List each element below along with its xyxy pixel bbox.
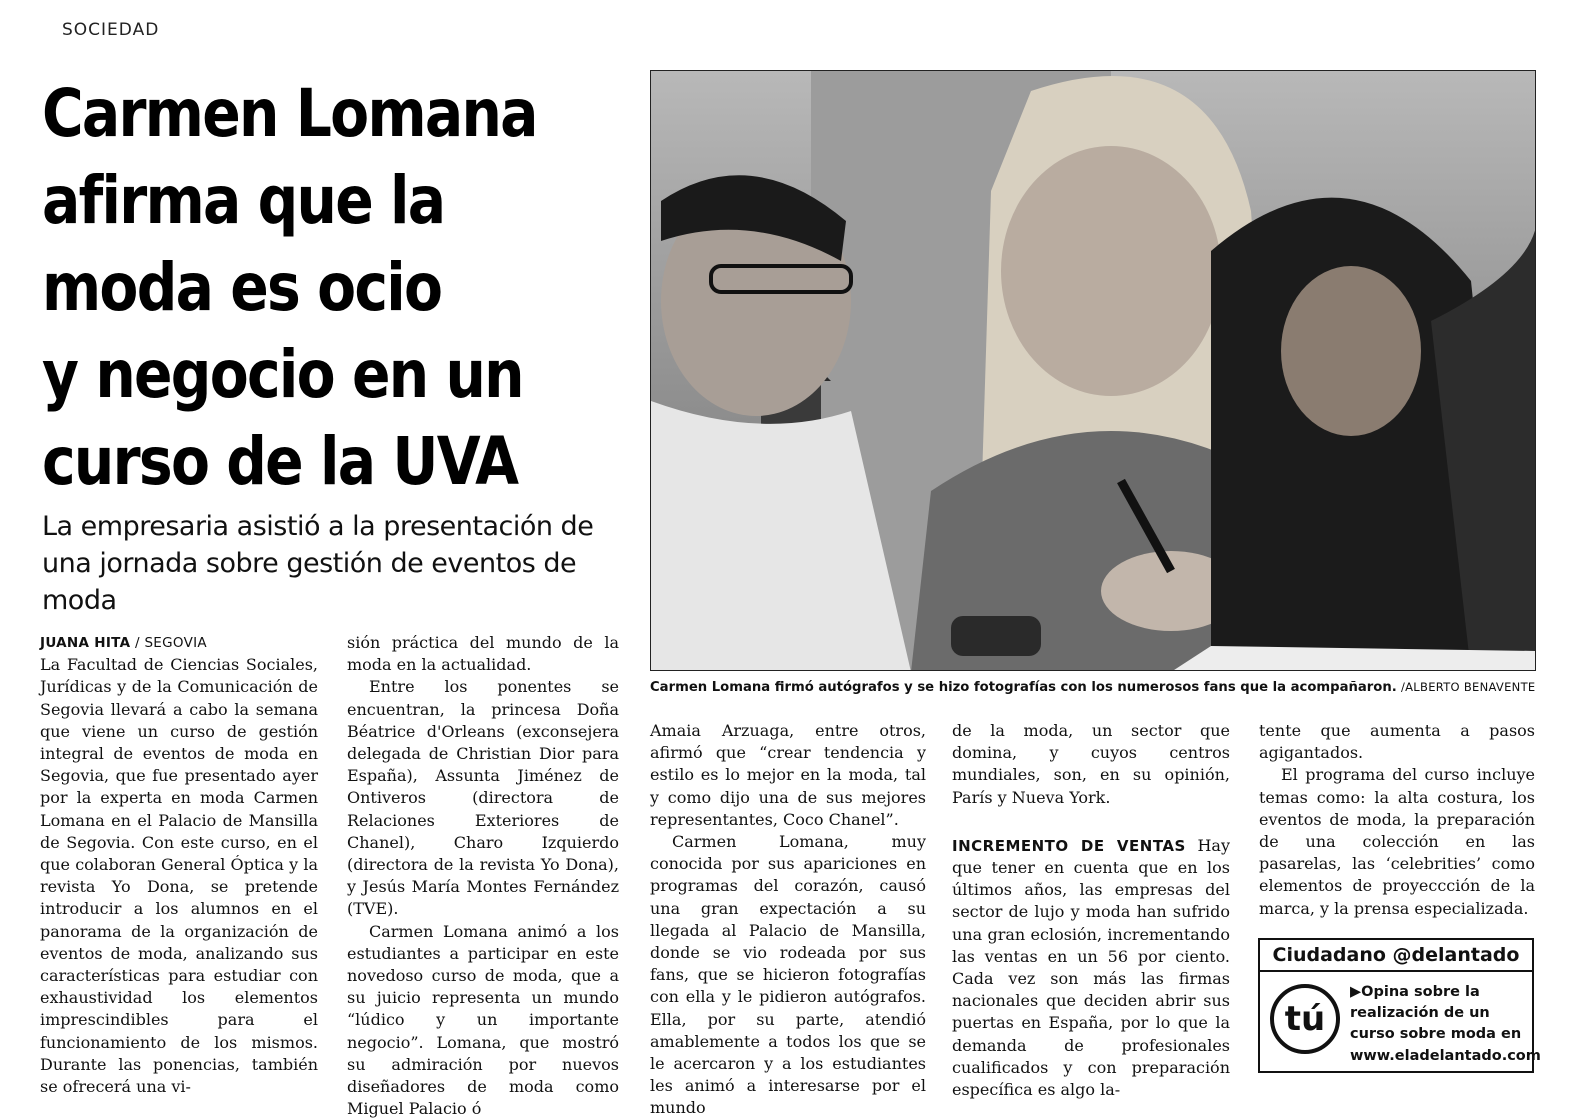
author: JUANA HITA [40,635,131,651]
subheadline: La empresaria asistió a la presentación de una jornada sobre gestión de eventos de moda [42,511,594,616]
photo-illustration [651,71,1536,671]
column-4 [952,720,1230,1101]
paragraph: tente que aumenta a pasos agigantados. [1259,721,1535,763]
headline-line: Carmen Lomana [42,75,537,152]
section-subtitle: INCREMENTO DE VENTAS [952,836,1186,855]
ciudadano-text: ▶Opina sobre la realización de un curso sobre moda en [1350,984,1522,1042]
tu-logo-icon [1268,982,1342,1056]
tu-logo-text: tú [1284,999,1326,1039]
paragraph: Carmen Lomana, muy conocida por sus apariciones en programas del corazón, causó una gran expectación a su llegada al Palacio de Mansilla, donde se vio rodeada por sus fans, que se hicieron fotografías con ella y le pidieron autógrafos. Ella, por su parte, atendió amablemente a todos los que se le acercaron y a los estudiantes les animó a interesarse por el mundo [650,832,926,1118]
caption-text: Carmen Lomana firmó autógrafos y se hizo fotografías con los numerosos fans que la acompañaron. [650,680,1397,695]
headline-line: afirma que la [42,162,445,239]
paragraph-with-subtitle [952,835,1230,1101]
paragraph-text: Hay que tener en cuenta que en los últimos años, las empresas del sector de lujo y moda han sufrido una gran eclosión, incrementando las ventas en un 56 por ciento. Cada vez son más las firmas nacionales que deciden abrir sus puertas en España, por lo que la demanda de profesionales cualificados y con preparación específica es algo la- [952,835,1230,1100]
column-2 [347,632,619,1120]
paragraph: La Facultad de Ciencias Sociales, Jurídicas y de la Comunicación de Segovia llevará a cabo la semana que viene un curso de gestión integral de eventos de moda en Segovia, que fue presentado ayer por la experta en moda Carmen Lomana en el Palacio de Mansilla de Segovia. Con este curso, en el que colaboran General Óptica y la revista Yo Dona, se pretende introducir a los alumnos en el panorama de la organización de eventos de moda, analizando sus características para estudiar con exhaustividad los elementos imprescindibles para el funcionamiento de los mismos. Durante las ponencias, también se ofrecerá una vi- [40,655,318,1097]
paragraph: Amaia Arzuaga, entre otros, afirmó que “crear tendencia y estilo es lo mejor en la moda, tal y como dijo una de sus mejores representantes, Coco Chanel”. [650,721,926,829]
column-1 [40,632,318,1098]
paragraph: de la moda, un sector que domina, y cuyos centros mundiales, son, en su opinión, París y Nueva York. [952,721,1230,807]
byline [40,632,318,654]
ciudadano-title: Ciudadano @delantado [1260,940,1532,972]
column-5 [1259,720,1535,920]
section-label: SOCIEDAD [62,20,160,40]
headline-line: curso de la UVA [42,423,518,500]
ciudadano-box [1258,938,1541,1073]
byline-location: / SEGOVIA [135,635,207,651]
news-photo [650,70,1536,671]
paragraph: Carmen Lomana animó a los estudiantes a participar en este novedoso curso de moda, que a su juicio representa un mundo “lúdico y un importante negocio”. Lomana, que mostró su admiración por nuevos diseñadores de moda como Miguel Palacio ó [347,921,619,1119]
column-3 [650,720,926,1120]
paragraph: Entre los ponentes se encuentran, la princesa Doña Béatrice d'Orleans (exconsejera delegada de Christian Dior para España), Assunta Jiménez de Ontiveros (directora de Relaciones Exteriores de Chanel), Charo Izquierdo (directora de la revista Yo Dona), y Jesús María Montes Fernández (TVE). [347,677,619,919]
paragraph: El programa del curso incluye temas como: la alta costura, los eventos de moda, la preparación de una colección en las pasarelas, las ‘celebrities’ como elementos de proyeccción de la marca, y la prensa especializada. [1259,765,1535,918]
headline-line: moda es ocio [42,249,442,326]
paragraph: sión práctica del mundo de la moda en la actualidad. [347,633,619,675]
headline [42,70,549,505]
ciudadano-link[interactable]: www.eladelantado.com [1350,1048,1541,1064]
photo-credit: /ALBERTO BENAVENTE [1400,680,1536,694]
photo-caption [650,680,1540,695]
headline-line: y negocio en un [42,336,523,413]
